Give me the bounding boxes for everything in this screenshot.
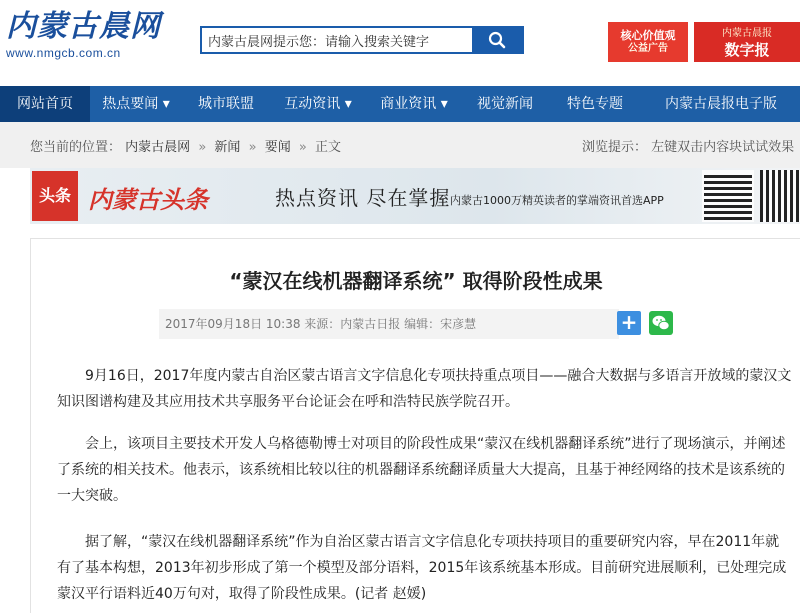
logo-url: www.nmgcb.com.cn [6, 46, 121, 60]
nav-epaper[interactable]: 内蒙古晨报电子版 [665, 96, 777, 112]
ad2-subtitle: 内蒙古晨报 [722, 28, 772, 39]
breadcrumb-current: 正文 [314, 140, 341, 155]
nav-hot-news[interactable]: 热点要闻 ▾ [102, 96, 170, 112]
nav-business-news[interactable]: 商业资讯 ▾ [380, 96, 448, 112]
article-paragraph: 会上，该项目主要技术开发人乌格德勒博士对项目的阶段性成果“蒙汉在线机器翻译系统”进行了现场演示，并阐述了系统的相关技术。他表示，该系统相比较以往的机器翻译系统翻译质量大大提高，且基于神经网络的技术是该系统的一大突破。 [57, 436, 786, 504]
promo-description: 内蒙古1000万精英读者的掌端资讯首选APP [450, 194, 664, 207]
ad2-title: 数字报 [724, 41, 770, 59]
ad1-subtitle: 公益广告 [628, 43, 668, 54]
article-paragraph: 据了解，“蒙汉在线机器翻译系统”作为自治区蒙古语言文字信息化专项扶持项目的重要研究内容，早在2011年就有了基本构想，2013年初步形成了第一个模型及部分语料，2015年该系统基本形成。目前研究进展顺利，已处理完成蒙汉平行语料近40万句对，取得了阶段性成果。(记者 赵媛) [57, 534, 787, 602]
article [30, 238, 800, 613]
article-meta: 2017年09月18日 10:38 来源：内蒙古日报 编辑：宋彦慧 [159, 309, 619, 339]
nav-home[interactable]: 网站首页 [0, 86, 90, 122]
breadcrumb-headlines[interactable]: 要闻 [264, 140, 291, 155]
browse-hint: 浏览提示： 左键双击内容块试试效果 [582, 140, 795, 155]
search-button[interactable] [472, 28, 522, 52]
breadcrumb-bar [0, 122, 800, 168]
promo-slogan: 热点资讯 尽在掌握 [275, 186, 451, 210]
search-icon [488, 31, 506, 49]
site-header [0, 0, 800, 82]
breadcrumb-home[interactable]: 内蒙古晨网 [125, 140, 191, 155]
logo-title: 内蒙古晨网 [6, 9, 161, 44]
qr-code-icon [702, 170, 754, 222]
main-nav [0, 86, 800, 122]
breadcrumb-separator: » [198, 140, 207, 155]
site-logo[interactable] [6, 10, 161, 60]
nav-city-alliance[interactable]: 城市联盟 [198, 96, 254, 112]
qr-code-icon [760, 170, 800, 222]
breadcrumb-news[interactable]: 新闻 [214, 140, 241, 155]
breadcrumb [30, 136, 341, 155]
app-icon: 头条 [32, 171, 78, 221]
core-values-ad-banner[interactable] [608, 22, 688, 62]
app-promo-banner[interactable] [30, 168, 800, 224]
promo-brand: 内蒙古头条 [88, 185, 208, 214]
breadcrumb-separator: » [298, 140, 307, 155]
article-paragraph: 9月16日，2017年度内蒙古自治区蒙古语言文字信息化专项扶持重点项目——融合大数据与多语言开放域的蒙汉文知识图谱构建及其应用技术共享服务平台论证会在呼和浩特民族学院召开。 [57, 368, 792, 410]
article-title: “蒙汉在线机器翻译系统” 取得阶段性成果 [229, 269, 603, 293]
ad1-title: 核心价值观 [620, 29, 676, 42]
breadcrumb-prefix: 您当前的位置： [30, 140, 122, 155]
nav-visual-news[interactable]: 视觉新闻 [477, 96, 533, 112]
breadcrumb-separator: » [248, 140, 257, 155]
wechat-share-icon[interactable] [649, 311, 673, 335]
nav-interactive-news[interactable]: 互动资讯 ▾ [284, 96, 352, 112]
search-input[interactable] [202, 28, 472, 52]
search-box [200, 26, 524, 54]
nav-special-topics[interactable]: 特色专题 [567, 96, 623, 112]
digital-paper-ad-banner[interactable] [694, 22, 800, 62]
share-plus-icon[interactable]: + [617, 311, 641, 335]
